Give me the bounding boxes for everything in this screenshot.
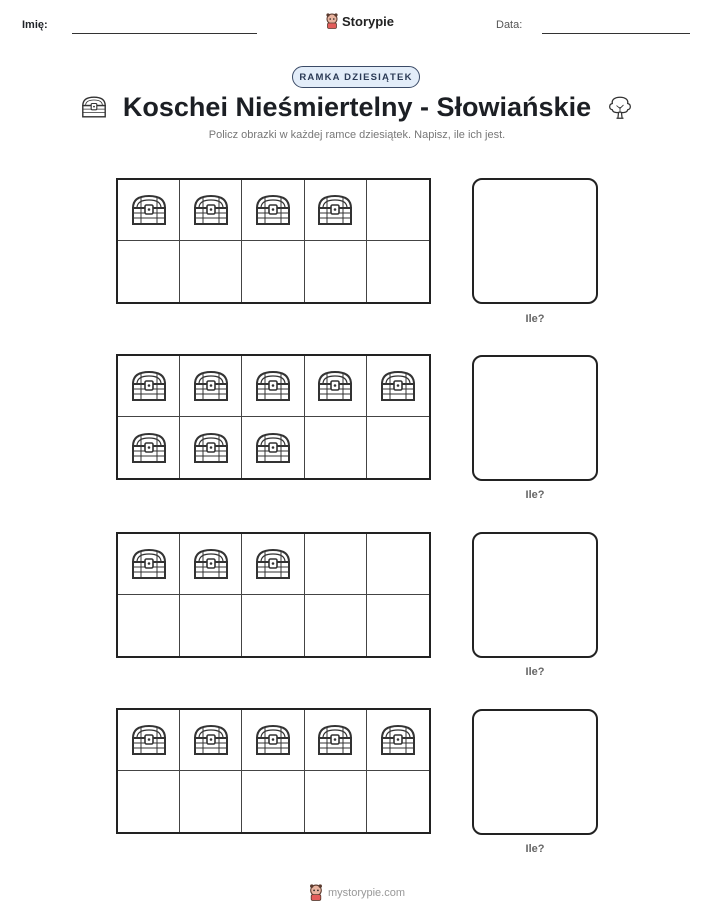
frame-cell [118, 356, 180, 417]
frame-cell [180, 417, 242, 478]
frame-cell [367, 534, 429, 595]
frame-cell [180, 180, 242, 241]
frame-cell [242, 595, 304, 656]
frame-cell [118, 534, 180, 595]
treasure-chest-icon [315, 192, 355, 228]
frame-cell [367, 241, 429, 302]
footer-url[interactable]: mystorypie.com [328, 886, 406, 899]
page-title: Koschei Nieśmiertelny - Słowiańskie [122, 92, 592, 122]
frame-cell [367, 356, 429, 417]
answer-label-1: Ile? [525, 313, 545, 325]
answer-label-3: Ile? [525, 666, 545, 678]
treasure-chest-icon [129, 368, 169, 404]
frame-cell [305, 771, 367, 832]
frame-cell [305, 710, 367, 771]
frame-cell [180, 356, 242, 417]
date-label: Data: [496, 19, 523, 31]
frame-cell [242, 771, 304, 832]
treasure-chest-icon [378, 368, 418, 404]
treasure-chest-icon [253, 722, 293, 758]
brand-logo [325, 13, 394, 29]
date-line[interactable] [542, 33, 690, 34]
treasure-chest-icon [315, 368, 355, 404]
frame-cell [242, 710, 304, 771]
treasure-chest-icon [129, 546, 169, 582]
frame-cell [242, 534, 304, 595]
frame-cell [180, 534, 242, 595]
frame-cell [242, 241, 304, 302]
frame-cell [180, 241, 242, 302]
frame-cell [305, 595, 367, 656]
frame-cell [180, 595, 242, 656]
treasure-chest-icon [253, 192, 293, 228]
frame-cell [118, 417, 180, 478]
treasure-chest-icon [129, 430, 169, 466]
treasure-chest-icon [191, 192, 231, 228]
treasure-chest-icon [191, 368, 231, 404]
frame-cell [305, 417, 367, 478]
treasure-chest-icon [315, 722, 355, 758]
ten-frame-4 [116, 708, 431, 834]
frame-cell [180, 710, 242, 771]
frame-cell [242, 356, 304, 417]
frame-cell [118, 180, 180, 241]
brand-name: Storypie [342, 13, 395, 29]
activity-badge: RAMKA DZIESIĄTEK [292, 66, 420, 88]
answer-box-4[interactable] [472, 709, 598, 835]
treasure-chest-icon [129, 192, 169, 228]
treasure-chest-icon [378, 722, 418, 758]
treasure-chest-icon [253, 430, 293, 466]
frame-cell [180, 771, 242, 832]
storypie-mascot-icon [308, 884, 324, 901]
treasure-chest-icon [191, 430, 231, 466]
treasure-chest-icon [253, 368, 293, 404]
name-label: Imię: [22, 19, 48, 31]
treasure-chest-icon [191, 722, 231, 758]
frame-cell [367, 180, 429, 241]
ten-frame-1 [116, 178, 431, 304]
footer [308, 884, 405, 901]
treasure-chest-icon [253, 546, 293, 582]
frame-cell [118, 710, 180, 771]
answer-box-1[interactable] [472, 178, 598, 304]
frame-cell [118, 771, 180, 832]
frame-cell [242, 417, 304, 478]
frame-cell [305, 356, 367, 417]
answer-box-3[interactable] [472, 532, 598, 658]
storypie-mascot-icon [325, 13, 339, 29]
instructions: Policz obrazki w każdej ramce dziesiątek. Napisz, ile ich jest. [208, 129, 506, 141]
frame-cell [367, 771, 429, 832]
frame-cell [305, 180, 367, 241]
answer-box-2[interactable] [472, 355, 598, 481]
treasure-chest-icon [129, 722, 169, 758]
treasure-chest-icon [191, 546, 231, 582]
name-line[interactable] [72, 33, 257, 34]
frame-cell [305, 241, 367, 302]
frame-cell [242, 180, 304, 241]
ten-frame-2 [116, 354, 431, 480]
tree-icon [606, 93, 634, 121]
frame-cell [305, 534, 367, 595]
frame-cell [118, 241, 180, 302]
frame-cell [367, 595, 429, 656]
frame-cell [118, 595, 180, 656]
answer-label-2: Ile? [525, 489, 545, 501]
answer-label-4: Ile? [525, 843, 545, 855]
frame-cell [367, 710, 429, 771]
frame-cell [367, 417, 429, 478]
ten-frame-3 [116, 532, 431, 658]
